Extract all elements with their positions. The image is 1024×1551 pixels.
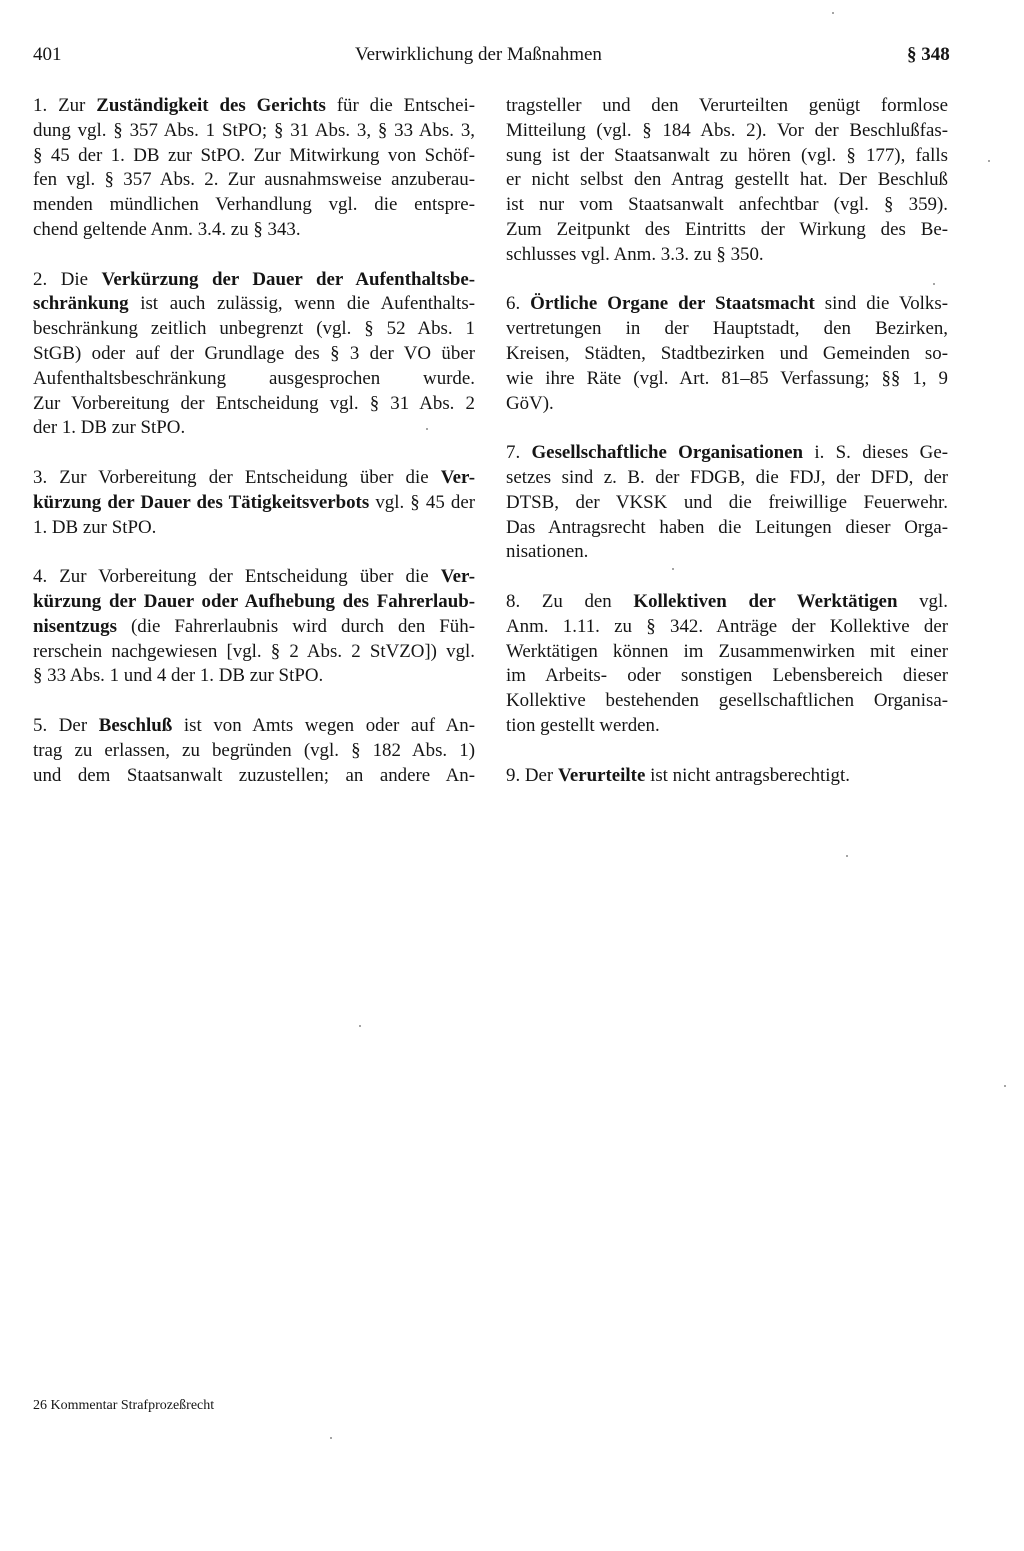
text-line: nisentzugs (die Fahrerlaubnis wird durch den Füh- <box>33 615 475 637</box>
bold-term: schränkung <box>33 293 129 315</box>
note-6 <box>506 292 948 416</box>
text-line: beschränkung zeitlich unbegrenzt (vgl. § 52 Abs. 1 <box>33 318 475 340</box>
text-line: Zum Zeitpunkt des Eintritts der Wirkung des Be- <box>506 218 948 240</box>
printer-signature: 26 Kommentar Strafprozeßrecht <box>33 1398 215 1413</box>
page-number: 401 <box>33 44 62 65</box>
scan-speck <box>988 160 990 162</box>
text-line: 1. Zur Zuständigkeit des Gerichts für die Entschei- <box>33 95 475 116</box>
bold-term: Ver- <box>440 566 475 588</box>
scan-speck <box>846 855 848 857</box>
text-line: 7. Gesellschaftliche Organisationen i. S. dieses Ge- <box>506 442 949 464</box>
bold-term: Verkürzung der Dauer der Aufenthaltsbe- <box>101 268 476 290</box>
bold-term: Ver- <box>440 466 475 488</box>
text-line: fen vgl. § 357 Abs. 2. Zur ausnahmsweise anzuberau- <box>33 169 475 191</box>
text-line: § 33 Abs. 1 und 4 der 1. DB zur StPO. <box>33 665 324 687</box>
text-line: rerschein nachgewiesen [vgl. § 2 Abs. 2 StVZO]) vgl. <box>33 640 475 662</box>
text-line: 3. Zur Vorbereitung der Entscheidung über die Ver- <box>33 466 475 488</box>
bold-term: kürzung der Dauer des Tätigkeitsverbots <box>33 491 370 513</box>
text-line: im Arbeits- oder sonstigen Lebensbereich dieser <box>506 665 948 687</box>
text-line: setzes sind z. B. der FDGB, die FDJ, der DFD, der <box>506 466 948 488</box>
section-number: § 348 <box>907 44 950 65</box>
text-line: § 45 der 1. DB zur StPO. Zur Mitwirkung von Schöf- <box>33 144 475 166</box>
scan-speck <box>832 12 834 14</box>
note-7 <box>506 441 948 565</box>
text-line: DTSB, der VKSK und die freiwillige Feuerwehr. <box>506 491 948 513</box>
scan-speck <box>933 283 935 285</box>
scan-speck <box>330 1437 332 1439</box>
text-line: 5. Der Beschluß ist von Amts wegen oder auf An- <box>33 714 475 736</box>
running-title: Verwirklichung der Maßnahmen <box>355 44 602 65</box>
text-line: kürzung der Dauer des Tätigkeitsverbots vgl. § 45 der <box>33 491 475 513</box>
note-9 <box>506 764 948 789</box>
text-line: 1. DB zur StPO. <box>33 516 157 538</box>
bold-term: kürzung der Dauer oder Aufhebung des Fahrerlaub- <box>33 590 475 612</box>
text-line: sung ist der Staatsanwalt zu hören (vgl. § 177), falls <box>506 144 948 166</box>
text-line <box>33 590 475 615</box>
bold-term: Verurteilte <box>557 764 646 786</box>
text-line: GöV). <box>506 392 554 414</box>
text-line: Das Antragsrecht haben die Leitungen dieser Orga- <box>506 516 948 538</box>
bold-term: Kollektiven der Werktätigen <box>633 590 898 612</box>
scan-speck <box>426 428 428 430</box>
bold-term: nisentzugs <box>33 615 117 637</box>
note-4 <box>33 565 475 689</box>
note-3 <box>33 466 475 540</box>
text-line: nisationen. <box>506 541 589 563</box>
note-5-continued <box>506 94 948 268</box>
right-column <box>506 94 948 813</box>
text-line: schränkung ist auch zulässig, wenn die Aufenthalts- <box>33 293 475 315</box>
scan-speck <box>672 568 674 570</box>
text-line: Aufenthaltsbeschränkung ausgesprochen wurde. <box>33 367 475 389</box>
text-line: und dem Staatsanwalt zuzustellen; an andere An- <box>33 764 475 786</box>
text-line: 9. Der Verurteilte ist nicht antragsberechtigt. <box>506 764 850 786</box>
text-line: 4. Zur Vorbereitung der Entscheidung über die Ver- <box>33 566 475 588</box>
note-2 <box>33 268 475 442</box>
bold-term: Zuständigkeit des Gerichts <box>96 95 326 116</box>
text-line: trag zu erlassen, zu begründen (vgl. § 182 Abs. 1) <box>33 739 475 761</box>
text-line: menden mündlichen Verhandlung vgl. die entspre- <box>33 194 475 216</box>
text-line: Kollektive bestehenden gesellschaftlichen Organisa- <box>506 690 948 712</box>
note-8 <box>506 590 948 739</box>
text-line: wie ihre Räte (vgl. Art. 81–85 Verfassung; §§ 1, 9 <box>506 367 948 389</box>
bold-term: Beschluß <box>98 714 173 736</box>
note-1 <box>33 94 475 243</box>
text-line: StGB) oder auf der Grundlage des § 3 der VO über <box>33 342 475 364</box>
bold-term: Örtliche Organe der Staatsmacht <box>530 293 815 315</box>
text-line: 6. Örtliche Organe der Staatsmacht sind die Volks- <box>506 293 949 315</box>
text-line: Mitteilung (vgl. § 184 Abs. 2). Vor der Beschlußfas- <box>506 119 948 141</box>
left-column <box>33 94 475 813</box>
text-line: 8. Zu den Kollektiven der Werktätigen vgl. <box>506 590 948 612</box>
text-line: Werktätigen können im Zusammenwirken mit einer <box>506 640 948 662</box>
text-line: der 1. DB zur StPO. <box>33 417 186 439</box>
scan-speck <box>1004 1085 1006 1087</box>
text-line: chend geltende Anm. 3.4. zu § 343. <box>33 218 301 240</box>
text-line: tragsteller und den Verurteilten genügt formlose <box>506 95 948 116</box>
text-line: Anm. 1.11. zu § 342. Anträge der Kollektive der <box>506 615 948 637</box>
note-5 <box>33 714 475 788</box>
text-line: vertretungen in der Hauptstadt, den Bezirken, <box>506 318 948 340</box>
text-line: schlusses vgl. Anm. 3.3. zu § 350. <box>506 243 764 265</box>
text-line: 2. Die Verkürzung der Dauer der Aufenthaltsbe- <box>33 268 476 290</box>
text-line: Zur Vorbereitung der Entscheidung vgl. § 31 Abs. 2 <box>33 392 475 414</box>
text-line: ist nur vom Staatsanwalt anfechtbar (vgl. § 359). <box>506 194 948 216</box>
text-line: tion gestellt werden. <box>506 714 660 736</box>
text-line: Kreisen, Städten, Stadtbezirken und Gemeinden so- <box>506 342 948 364</box>
text-line: dung vgl. § 357 Abs. 1 StPO; § 31 Abs. 3, § 33 Abs. 3, <box>33 119 475 141</box>
text-line: er nicht selbst den Antrag gestellt hat. Der Beschluß <box>506 169 948 191</box>
scan-speck <box>359 1025 361 1027</box>
bold-term: Gesellschaftliche Organisationen <box>531 442 804 464</box>
